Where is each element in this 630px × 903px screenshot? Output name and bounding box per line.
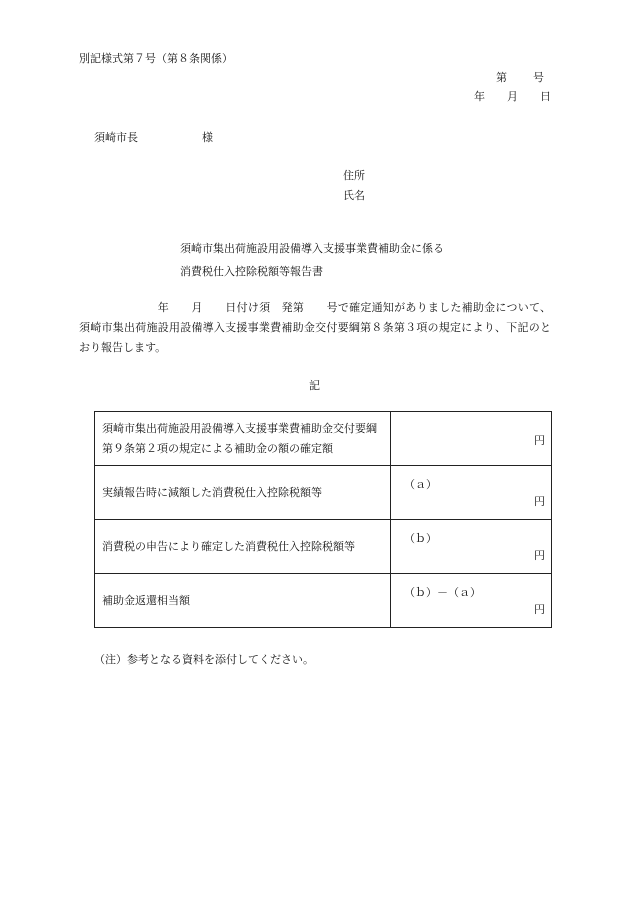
- footnote: （注）参考となる資料を添付してください。: [94, 653, 314, 666]
- document-date: [474, 88, 551, 104]
- form-number: 別記様式第７号（第８条関係）: [79, 52, 233, 65]
- amount-field[interactable]: [391, 520, 552, 574]
- table-row: [95, 412, 552, 466]
- addressee: [94, 129, 213, 145]
- name-label: 氏名: [343, 189, 365, 202]
- report-table: [94, 411, 552, 628]
- yen-unit: 円: [534, 495, 545, 508]
- date-day: 日: [540, 90, 551, 103]
- date-year: 年: [474, 90, 485, 103]
- table-row: [95, 574, 552, 628]
- ki-heading: 記: [309, 379, 320, 392]
- yen-unit: 円: [534, 603, 545, 616]
- report-title-line1: 須崎市集出荷施設用設備導入支援事業費補助金に係る: [180, 242, 444, 255]
- document-number: [496, 69, 544, 85]
- row-code: （ｂ）: [404, 532, 437, 545]
- doc-number-suffix: 号: [533, 71, 544, 84]
- amount-field[interactable]: [391, 412, 552, 466]
- yen-unit: 円: [534, 549, 545, 562]
- amount-field[interactable]: [391, 466, 552, 520]
- row-item-label: 補助金返還相当額: [95, 574, 391, 628]
- row-code: （ｂ）－（ａ）: [404, 586, 481, 599]
- doc-number-prefix: 第: [496, 71, 507, 84]
- table-row: [95, 520, 552, 574]
- row-item-label: 実績報告時に減額した消費税仕入控除税額等: [95, 466, 391, 520]
- address-label: 住所: [343, 169, 365, 182]
- body-paragraph: 年 月 日付け須 発第 号で確定通知がありました補助金について、須崎市集出荷施設用設備導入支援事業費補助金交付要綱第８条第３項の規定により、下記のとおり報告します。: [79, 301, 551, 354]
- amount-field[interactable]: [391, 574, 552, 628]
- row-item-label: 消費税の申告により確定した消費税仕入控除税額等: [95, 520, 391, 574]
- addressee-honorific: 様: [202, 131, 213, 144]
- row-code: （ａ）: [404, 478, 437, 491]
- yen-unit: 円: [534, 434, 545, 447]
- report-title-line2: 消費税仕入控除税額等報告書: [180, 265, 323, 278]
- addressee-name: 須崎市長: [94, 131, 138, 144]
- table-row: [95, 466, 552, 520]
- row-item-label: 須崎市集出荷施設用設備導入支援事業費補助金交付要綱第９条第２項の規定による補助金の額の確定額: [95, 412, 391, 466]
- date-month: 月: [507, 90, 518, 103]
